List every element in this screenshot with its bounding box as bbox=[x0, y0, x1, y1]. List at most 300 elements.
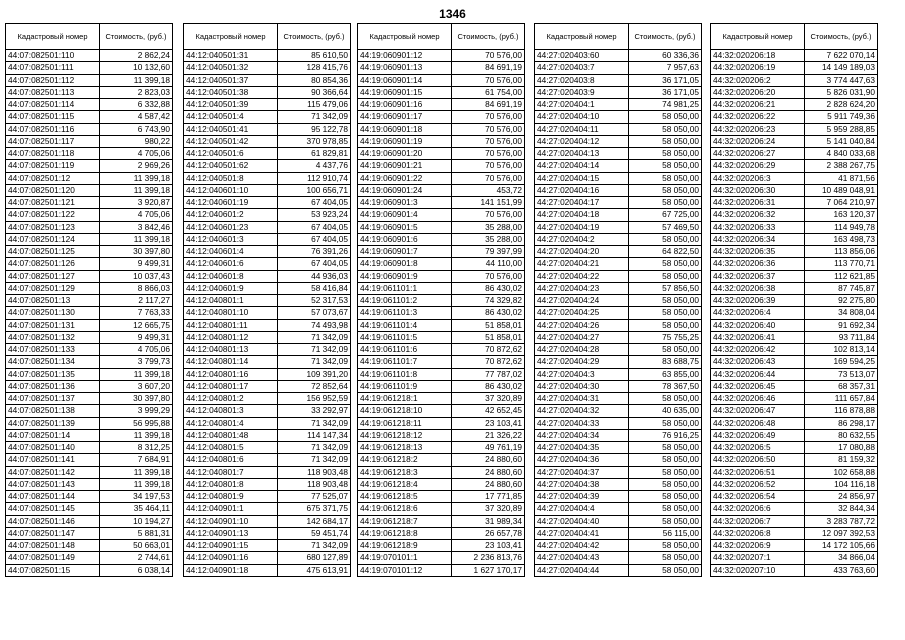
cost-value: 58 050,00 bbox=[629, 148, 702, 160]
cost-value: 24 880,60 bbox=[452, 466, 525, 478]
cadastral-number: 44:07:082501:146 bbox=[6, 515, 100, 527]
table-row bbox=[711, 197, 878, 209]
table-row bbox=[358, 282, 525, 294]
cost-value: 67 404,05 bbox=[278, 258, 351, 270]
cadastral-number: 44:32:020206:44 bbox=[711, 368, 805, 380]
cost-value: 10 194,27 bbox=[100, 515, 173, 527]
cost-value: 4 705,06 bbox=[100, 344, 173, 356]
table-row bbox=[535, 478, 702, 490]
cadastral-number: 44:12:040801:16 bbox=[184, 368, 278, 380]
table-row bbox=[184, 527, 351, 539]
table-row bbox=[535, 515, 702, 527]
cost-value: 163 498,73 bbox=[805, 233, 878, 245]
cost-value: 74 329,82 bbox=[452, 295, 525, 307]
cost-value: 58 050,00 bbox=[629, 344, 702, 356]
cadastral-number: 44:32:020206:31 bbox=[711, 197, 805, 209]
cost-value: 86 430,02 bbox=[452, 282, 525, 294]
cadastral-number: 44:07:082501:125 bbox=[6, 246, 100, 258]
cost-value: 112 621,85 bbox=[805, 270, 878, 282]
cost-value: 112 910,74 bbox=[278, 172, 351, 184]
table-row bbox=[6, 74, 173, 86]
table-row bbox=[535, 209, 702, 221]
table-row bbox=[711, 540, 878, 552]
table-row bbox=[6, 270, 173, 282]
table-row bbox=[184, 331, 351, 343]
cadastral-number: 44:12:040601:6 bbox=[184, 258, 278, 270]
table-row bbox=[535, 135, 702, 147]
cadastral-number: 44:27:020404:28 bbox=[535, 344, 629, 356]
cost-value: 36 171,05 bbox=[629, 86, 702, 98]
cadastral-number: 44:07:082501:119 bbox=[6, 160, 100, 172]
table-row bbox=[535, 148, 702, 160]
table-row bbox=[535, 454, 702, 466]
cost-value: 675 371,75 bbox=[278, 503, 351, 515]
table-row bbox=[184, 405, 351, 417]
cadastral-number: 44:19:060901:15 bbox=[358, 86, 452, 98]
cadastral-number: 44:32:020206:42 bbox=[711, 344, 805, 356]
header-row bbox=[535, 24, 702, 50]
cadastral-table bbox=[183, 23, 351, 577]
cost-value: 56 995,88 bbox=[100, 417, 173, 429]
table-row bbox=[358, 258, 525, 270]
table-row bbox=[184, 99, 351, 111]
table-row bbox=[358, 442, 525, 454]
table-row bbox=[358, 148, 525, 160]
cadastral-number: 44:07:082501:144 bbox=[6, 491, 100, 503]
cost-value: 26 657,78 bbox=[452, 527, 525, 539]
cost-value: 102 658,88 bbox=[805, 466, 878, 478]
cadastral-number: 44:07:082501:141 bbox=[6, 454, 100, 466]
table-row bbox=[535, 552, 702, 564]
cadastral-number: 44:12:040801:13 bbox=[184, 344, 278, 356]
cost-value: 109 391,20 bbox=[278, 368, 351, 380]
table-row bbox=[535, 197, 702, 209]
table-row bbox=[711, 331, 878, 343]
cost-value: 475 613,91 bbox=[278, 564, 351, 576]
cost-value: 59 451,74 bbox=[278, 527, 351, 539]
cadastral-number: 44:19:060901:12 bbox=[358, 50, 452, 62]
table-row bbox=[535, 86, 702, 98]
cadastral-number: 44:27:020404:1 bbox=[535, 99, 629, 111]
cost-value: 52 317,53 bbox=[278, 295, 351, 307]
cadastral-number: 44:19:061218:5 bbox=[358, 491, 452, 503]
table-row bbox=[6, 221, 173, 233]
cost-value: 58 050,00 bbox=[629, 515, 702, 527]
cadastral-number: 44:19:060901:5 bbox=[358, 221, 452, 233]
cadastral-number: 44:32:020206:38 bbox=[711, 282, 805, 294]
cost-value: 7 763,33 bbox=[100, 307, 173, 319]
cadastral-number: 44:07:082501:116 bbox=[6, 123, 100, 135]
table-row bbox=[6, 417, 173, 429]
cadastral-number: 44:27:020404:22 bbox=[535, 270, 629, 282]
cadastral-number: 44:32:020206:41 bbox=[711, 331, 805, 343]
cost-value: 49 761,19 bbox=[452, 442, 525, 454]
cadastral-number: 44:27:020404:12 bbox=[535, 135, 629, 147]
table-row bbox=[711, 380, 878, 392]
cadastral-number: 44:12:040801:2 bbox=[184, 393, 278, 405]
cadastral-number: 44:27:020403:9 bbox=[535, 86, 629, 98]
cadastral-number: 44:07:082501:124 bbox=[6, 233, 100, 245]
table-row bbox=[535, 417, 702, 429]
cadastral-number: 44:19:061218:11 bbox=[358, 417, 452, 429]
table-row bbox=[711, 86, 878, 98]
cost-value: 67 404,05 bbox=[278, 221, 351, 233]
cadastral-number: 44:07:082501:133 bbox=[6, 344, 100, 356]
cadastral-number: 44:27:020404:26 bbox=[535, 319, 629, 331]
cadastral-number: 44:32:020206:3 bbox=[711, 172, 805, 184]
cost-value: 163 120,37 bbox=[805, 209, 878, 221]
cost-value: 156 952,59 bbox=[278, 393, 351, 405]
cadastral-number: 44:19:060901:13 bbox=[358, 62, 452, 74]
table-row bbox=[358, 466, 525, 478]
table-row bbox=[711, 442, 878, 454]
cost-value: 87 745,87 bbox=[805, 282, 878, 294]
table-row bbox=[711, 491, 878, 503]
table-row bbox=[535, 221, 702, 233]
cost-value: 116 878,88 bbox=[805, 405, 878, 417]
table-row bbox=[184, 380, 351, 392]
table-row bbox=[6, 503, 173, 515]
table-row bbox=[358, 50, 525, 62]
table-row bbox=[358, 331, 525, 343]
table-row bbox=[711, 356, 878, 368]
table-row bbox=[358, 99, 525, 111]
table-row bbox=[711, 209, 878, 221]
table-row bbox=[358, 503, 525, 515]
table-row bbox=[184, 111, 351, 123]
table-row bbox=[535, 380, 702, 392]
cadastral-number: 44:27:020404:31 bbox=[535, 393, 629, 405]
table-row bbox=[711, 160, 878, 172]
table-row bbox=[6, 197, 173, 209]
cost-value: 3 774 447,63 bbox=[805, 74, 878, 86]
cadastral-number: 44:32:020206:5 bbox=[711, 442, 805, 454]
cost-value: 70 576,00 bbox=[452, 111, 525, 123]
cost-value: 58 050,00 bbox=[629, 478, 702, 490]
cadastral-number: 44:12:040601:23 bbox=[184, 221, 278, 233]
cost-value: 5 141 040,84 bbox=[805, 135, 878, 147]
cadastral-number: 44:12:040801:7 bbox=[184, 466, 278, 478]
cost-value: 58 050,00 bbox=[629, 123, 702, 135]
cost-value: 70 576,00 bbox=[452, 172, 525, 184]
cost-value: 142 684,17 bbox=[278, 515, 351, 527]
cadastral-number: 44:12:040901:18 bbox=[184, 564, 278, 576]
header-number: Кадастровый номер bbox=[711, 24, 805, 50]
cost-value: 71 342,09 bbox=[278, 111, 351, 123]
cost-value: 71 342,09 bbox=[278, 540, 351, 552]
table-row bbox=[6, 282, 173, 294]
cadastral-number: 44:12:040801:8 bbox=[184, 478, 278, 490]
cost-value: 70 576,00 bbox=[452, 74, 525, 86]
cadastral-number: 44:32:020206:36 bbox=[711, 258, 805, 270]
header-row bbox=[711, 24, 878, 50]
cost-value: 81 159,32 bbox=[805, 454, 878, 466]
cost-value: 67 404,05 bbox=[278, 233, 351, 245]
cost-value: 169 594,25 bbox=[805, 356, 878, 368]
cost-value: 24 856,97 bbox=[805, 491, 878, 503]
table-row bbox=[184, 233, 351, 245]
cost-value: 70 576,00 bbox=[452, 123, 525, 135]
header-cost: Стоимость, (руб.) bbox=[452, 24, 525, 50]
table-row bbox=[535, 319, 702, 331]
cadastral-number: 44:07:082501:115 bbox=[6, 111, 100, 123]
table-row bbox=[358, 319, 525, 331]
table-row bbox=[358, 221, 525, 233]
cadastral-number: 44:07:082501:136 bbox=[6, 380, 100, 392]
cost-value: 7 622 070,14 bbox=[805, 50, 878, 62]
table-row bbox=[711, 135, 878, 147]
table-row bbox=[184, 148, 351, 160]
cadastral-number: 44:12:040801:10 bbox=[184, 307, 278, 319]
cadastral-number: 44:19:060901:16 bbox=[358, 99, 452, 111]
table-row bbox=[184, 344, 351, 356]
cadastral-number: 44:19:061101:8 bbox=[358, 368, 452, 380]
cadastral-number: 44:32:020206:32 bbox=[711, 209, 805, 221]
cost-value: 32 844,34 bbox=[805, 503, 878, 515]
table-row bbox=[358, 380, 525, 392]
cadastral-number: 44:19:061101:9 bbox=[358, 380, 452, 392]
table-row bbox=[535, 111, 702, 123]
cadastral-number: 44:32:020206:54 bbox=[711, 491, 805, 503]
table-row bbox=[711, 417, 878, 429]
cadastral-number: 44:27:020404:33 bbox=[535, 417, 629, 429]
cost-value: 8 866,03 bbox=[100, 282, 173, 294]
cost-value: 114 949,78 bbox=[805, 221, 878, 233]
cost-value: 58 050,00 bbox=[629, 295, 702, 307]
cadastral-number: 44:19:061101:2 bbox=[358, 295, 452, 307]
cost-value: 2 862,24 bbox=[100, 50, 173, 62]
cost-value: 86 298,17 bbox=[805, 417, 878, 429]
cost-value: 2 117,27 bbox=[100, 295, 173, 307]
cadastral-number: 44:32:020206:48 bbox=[711, 417, 805, 429]
cost-value: 11 399,18 bbox=[100, 368, 173, 380]
table-row bbox=[6, 99, 173, 111]
cadastral-number: 44:32:020206:21 bbox=[711, 99, 805, 111]
cost-value: 118 903,48 bbox=[278, 478, 351, 490]
cadastral-number: 44:07:082501:140 bbox=[6, 442, 100, 454]
cost-value: 14 172 105,66 bbox=[805, 540, 878, 552]
cost-value: 57 856,50 bbox=[629, 282, 702, 294]
table-row bbox=[358, 86, 525, 98]
cost-value: 5 881,31 bbox=[100, 527, 173, 539]
cost-value: 79 397,99 bbox=[452, 246, 525, 258]
cost-value: 1 627 170,17 bbox=[452, 564, 525, 576]
cadastral-number: 44:27:020404:38 bbox=[535, 478, 629, 490]
cadastral-number: 44:32:020206:39 bbox=[711, 295, 805, 307]
cost-value: 76 391,26 bbox=[278, 246, 351, 258]
cadastral-number: 44:07:082501:112 bbox=[6, 74, 100, 86]
table-row bbox=[184, 356, 351, 368]
cost-value: 71 342,09 bbox=[278, 331, 351, 343]
table-row bbox=[358, 552, 525, 564]
table-row bbox=[184, 209, 351, 221]
cadastral-number: 44:12:040901:10 bbox=[184, 515, 278, 527]
page-number: 1346 bbox=[439, 7, 466, 21]
cadastral-number: 44:19:061218:2 bbox=[358, 454, 452, 466]
table-row bbox=[358, 344, 525, 356]
cost-value: 11 399,18 bbox=[100, 478, 173, 490]
cadastral-number: 44:12:040901:1 bbox=[184, 503, 278, 515]
cost-value: 58 050,00 bbox=[629, 552, 702, 564]
table-row bbox=[358, 527, 525, 539]
cadastral-number: 44:07:082501:147 bbox=[6, 527, 100, 539]
cadastral-number: 44:07:082501:126 bbox=[6, 258, 100, 270]
cadastral-table bbox=[5, 23, 173, 577]
cadastral-number: 44:12:040501:37 bbox=[184, 74, 278, 86]
cadastral-number: 44:07:082501:138 bbox=[6, 405, 100, 417]
cadastral-number: 44:27:020404:25 bbox=[535, 307, 629, 319]
table-row bbox=[6, 491, 173, 503]
cadastral-number: 44:07:082501:13 bbox=[6, 295, 100, 307]
cadastral-number: 44:19:061101:6 bbox=[358, 344, 452, 356]
header-number: Кадастровый номер bbox=[535, 24, 629, 50]
cadastral-number: 44:27:020404:35 bbox=[535, 442, 629, 454]
cadastral-number: 44:19:060901:18 bbox=[358, 123, 452, 135]
table-row bbox=[535, 356, 702, 368]
cadastral-number: 44:12:040801:3 bbox=[184, 405, 278, 417]
cadastral-number: 44:07:082501:120 bbox=[6, 184, 100, 196]
cadastral-number: 44:27:020403:8 bbox=[535, 74, 629, 86]
table-row bbox=[358, 184, 525, 196]
cadastral-number: 44:19:061101:3 bbox=[358, 307, 452, 319]
cost-value: 58 050,00 bbox=[629, 172, 702, 184]
cadastral-number: 44:07:082501:14 bbox=[6, 429, 100, 441]
cadastral-number: 44:27:020404:41 bbox=[535, 527, 629, 539]
cadastral-number: 44:27:020404:32 bbox=[535, 405, 629, 417]
cadastral-number: 44:19:060901:9 bbox=[358, 270, 452, 282]
table-row bbox=[711, 233, 878, 245]
cadastral-number: 44:27:020404:44 bbox=[535, 564, 629, 576]
cost-value: 34 866,04 bbox=[805, 552, 878, 564]
cadastral-number: 44:12:040801:17 bbox=[184, 380, 278, 392]
cadastral-number: 44:32:020206:49 bbox=[711, 429, 805, 441]
cost-value: 50 663,01 bbox=[100, 540, 173, 552]
cadastral-number: 44:12:040501:38 bbox=[184, 86, 278, 98]
cost-value: 63 855,00 bbox=[629, 368, 702, 380]
table-row bbox=[535, 295, 702, 307]
cost-value: 34 197,53 bbox=[100, 491, 173, 503]
cadastral-number: 44:32:020206:46 bbox=[711, 393, 805, 405]
cadastral-number: 44:12:040501:32 bbox=[184, 62, 278, 74]
cost-value: 41 871,56 bbox=[805, 172, 878, 184]
cost-value: 3 799,73 bbox=[100, 356, 173, 368]
table-row bbox=[184, 491, 351, 503]
cost-value: 58 050,00 bbox=[629, 454, 702, 466]
table-row bbox=[184, 307, 351, 319]
header-number: Кадастровый номер bbox=[6, 24, 100, 50]
cost-value: 58 050,00 bbox=[629, 442, 702, 454]
cadastral-number: 44:12:040801:12 bbox=[184, 331, 278, 343]
cost-value: 86 430,02 bbox=[452, 307, 525, 319]
cost-value: 70 576,00 bbox=[452, 50, 525, 62]
cost-value: 91 692,34 bbox=[805, 319, 878, 331]
cadastral-number: 44:32:020206:9 bbox=[711, 540, 805, 552]
table-row bbox=[711, 344, 878, 356]
table-row bbox=[184, 258, 351, 270]
cadastral-number: 44:32:020206:29 bbox=[711, 160, 805, 172]
cost-value: 70 872,62 bbox=[452, 356, 525, 368]
cost-value: 73 513,07 bbox=[805, 368, 878, 380]
cost-value: 34 808,04 bbox=[805, 307, 878, 319]
cadastral-number: 44:07:082501:129 bbox=[6, 282, 100, 294]
cadastral-number: 44:12:040901:15 bbox=[184, 540, 278, 552]
table-row bbox=[711, 295, 878, 307]
cadastral-number: 44:19:060901:7 bbox=[358, 246, 452, 258]
table-row bbox=[6, 307, 173, 319]
cost-value: 5 826 031,90 bbox=[805, 86, 878, 98]
cost-value: 35 288,00 bbox=[452, 233, 525, 245]
cost-value: 453,72 bbox=[452, 184, 525, 196]
table-row bbox=[184, 466, 351, 478]
cost-value: 11 399,18 bbox=[100, 184, 173, 196]
cost-value: 5 959 288,85 bbox=[805, 123, 878, 135]
table-row bbox=[535, 246, 702, 258]
cost-value: 33 292,97 bbox=[278, 405, 351, 417]
table-row bbox=[6, 515, 173, 527]
cost-value: 68 357,31 bbox=[805, 380, 878, 392]
cadastral-number: 44:27:020404:34 bbox=[535, 429, 629, 441]
table-row bbox=[535, 540, 702, 552]
cost-value: 36 171,05 bbox=[629, 74, 702, 86]
cadastral-number: 44:12:040601:10 bbox=[184, 184, 278, 196]
cadastral-number: 44:12:040901:16 bbox=[184, 552, 278, 564]
table-row bbox=[6, 111, 173, 123]
cost-value: 58 050,00 bbox=[629, 319, 702, 331]
cadastral-number: 44:19:060901:17 bbox=[358, 111, 452, 123]
table-row bbox=[358, 405, 525, 417]
table-row bbox=[711, 503, 878, 515]
table-row bbox=[711, 270, 878, 282]
cadastral-number: 44:27:020404:24 bbox=[535, 295, 629, 307]
header-cost: Стоимость, (руб.) bbox=[278, 24, 351, 50]
table-row bbox=[6, 319, 173, 331]
table-row bbox=[6, 552, 173, 564]
cadastral-number: 44:12:040601:3 bbox=[184, 233, 278, 245]
cadastral-number: 44:32:020206:24 bbox=[711, 135, 805, 147]
cadastral-number: 44:32:020206:45 bbox=[711, 380, 805, 392]
cost-value: 10 037,43 bbox=[100, 270, 173, 282]
cadastral-number: 44:32:020206:37 bbox=[711, 270, 805, 282]
table-row bbox=[358, 62, 525, 74]
cost-value: 58 050,00 bbox=[629, 393, 702, 405]
cost-value: 58 050,00 bbox=[629, 258, 702, 270]
table-row bbox=[184, 478, 351, 490]
cost-value: 53 923,24 bbox=[278, 209, 351, 221]
cadastral-number: 44:27:020404:11 bbox=[535, 123, 629, 135]
table-row bbox=[535, 50, 702, 62]
table-row bbox=[6, 564, 173, 576]
cadastral-number: 44:19:060901:24 bbox=[358, 184, 452, 196]
cost-value: 100 656,71 bbox=[278, 184, 351, 196]
cadastral-number: 44:19:060901:19 bbox=[358, 135, 452, 147]
cadastral-number: 44:12:040801:14 bbox=[184, 356, 278, 368]
table-row bbox=[184, 552, 351, 564]
cadastral-number: 44:19:070101:1 bbox=[358, 552, 452, 564]
cadastral-number: 44:32:020206:18 bbox=[711, 50, 805, 62]
cost-value: 80 632,55 bbox=[805, 429, 878, 441]
cadastral-number: 44:19:061218:8 bbox=[358, 527, 452, 539]
cost-value: 67 725,00 bbox=[629, 209, 702, 221]
table-row bbox=[535, 491, 702, 503]
cadastral-number: 44:19:061218:9 bbox=[358, 540, 452, 552]
cost-value: 4 840 033,68 bbox=[805, 148, 878, 160]
cadastral-number: 44:07:082501:122 bbox=[6, 209, 100, 221]
cost-value: 11 399,18 bbox=[100, 429, 173, 441]
table-row bbox=[711, 527, 878, 539]
header-cost: Стоимость, (руб.) bbox=[100, 24, 173, 50]
cadastral-number: 44:07:082501:149 bbox=[6, 552, 100, 564]
cost-value: 4 437,76 bbox=[278, 160, 351, 172]
